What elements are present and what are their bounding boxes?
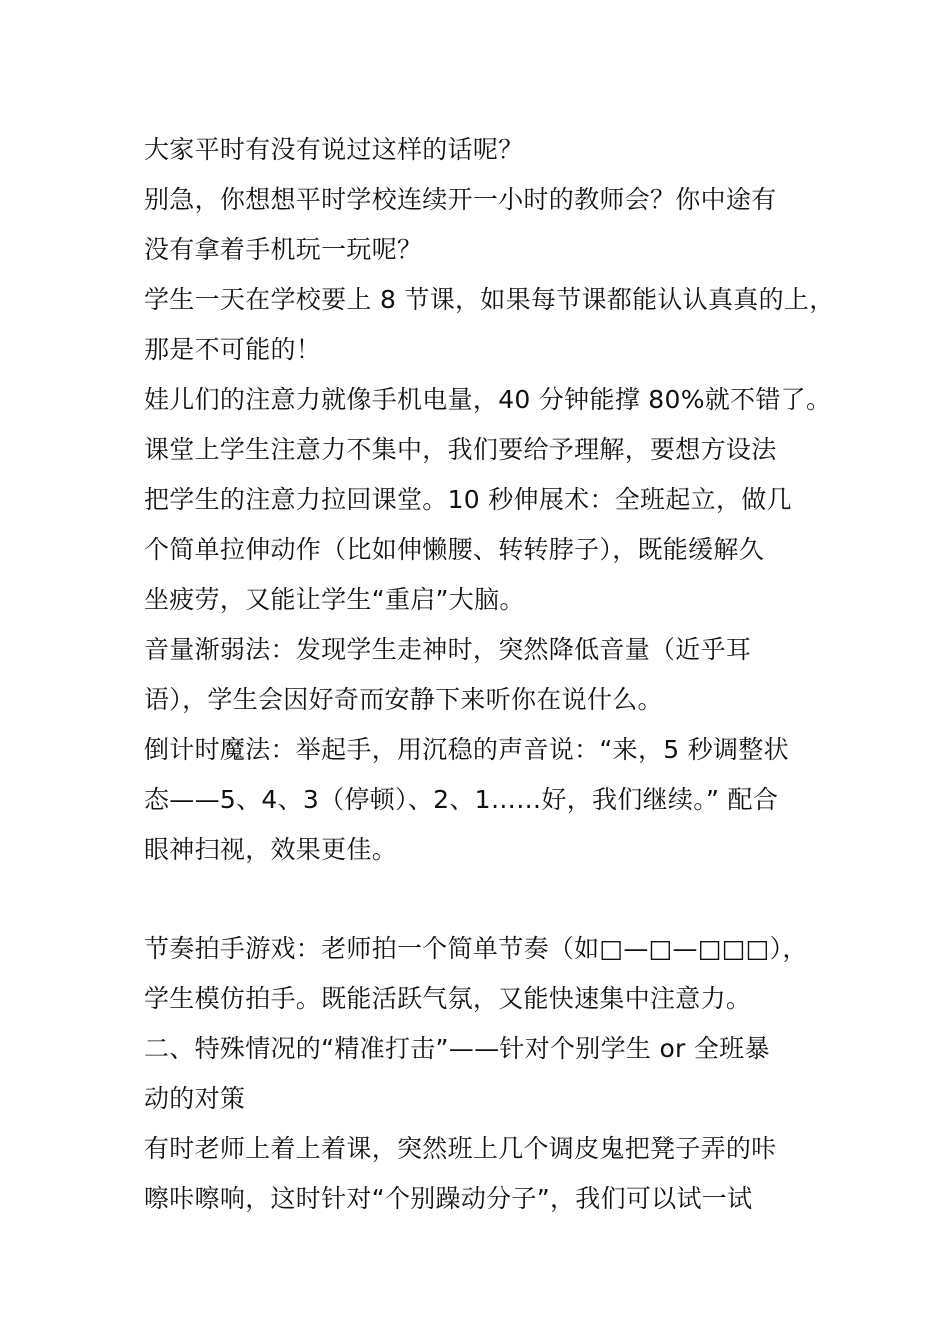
text-line: 大家平时有没有说过这样的话呢？	[144, 135, 524, 164]
text-line: 没有拿着手机玩一玩呢？	[144, 235, 423, 264]
text-line: 倒计时魔法：举起手，用沉稳的声音说：“来，5 秒调整状	[144, 735, 789, 764]
text-line: 动的对策	[144, 1084, 246, 1113]
text-line: 课堂上学生注意力不集中，我们要给予理解，要想方设法	[144, 435, 777, 464]
text-line: 语），学生会因好奇而安静下来听你在说什么。	[144, 685, 663, 714]
text-line: 学生一天在学校要上 8 节课，如果每节课都能认认真真的上，	[144, 285, 835, 314]
text-line: 别急，你想想平时学校连续开一小时的教师会？你中途有	[144, 185, 777, 214]
text-line: 把学生的注意力拉回课堂。10 秒伸展术：全班起立，做几	[144, 485, 792, 514]
text-line: 坐疲劳，又能让学生“重启”大脑。	[144, 585, 525, 614]
text-line: 有时老师上着上着课，突然班上几个调皮鬼把凳子弄的咔	[144, 1134, 777, 1163]
text-line: 个简单拉伸动作（比如伸懒腰、转转脖子），既能缓解久	[144, 535, 765, 564]
text-line: 节奏拍手游戏：老师拍一个简单节奏（如□—□—□□□），	[144, 934, 808, 963]
text-line: 二、特殊情况的“精准打击”——针对个别学生 or 全班暴	[144, 1034, 770, 1063]
text-line: 音量渐弱法：发现学生走神时，突然降低音量（近乎耳	[144, 635, 752, 664]
text-line: 那是不可能的！	[144, 335, 322, 364]
text-line: 学生模仿拍手。既能活跃气氛，又能快速集中注意力。	[144, 984, 752, 1013]
text-line: 嚓咔嚓响，这时针对“个别躁动分子”，我们可以试一试	[144, 1184, 753, 1213]
text-line: 娃儿们的注意力就像手机电量，40 分钟能撑 80%就不错了。	[144, 385, 832, 414]
text-line: 眼神扫视，效果更佳。	[144, 835, 398, 864]
text-line: 态——5、4、3（停顿）、2、1……好，我们继续。” 配合	[144, 785, 779, 814]
